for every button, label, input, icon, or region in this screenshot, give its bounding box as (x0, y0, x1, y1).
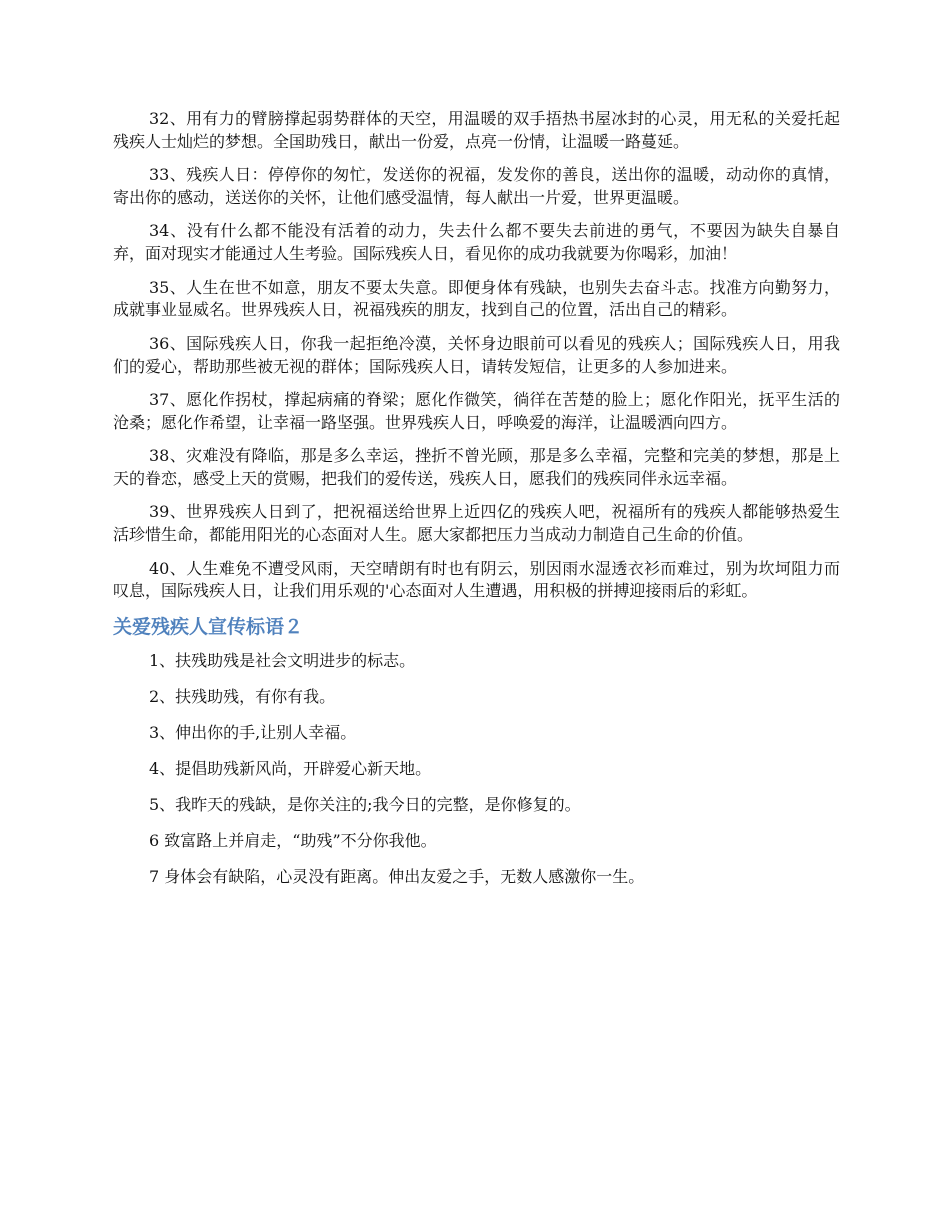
paragraph-32: 32、用有力的臂膀撑起弱势群体的天空，用温暖的双手捂热书屋冰封的心灵，用无私的关爱托起残疾人士灿烂的梦想。全国助残日，献出一份爱，点亮一份情，让温暖一路蔓延。 (113, 109, 840, 151)
paragraph-35: 35、人生在世不如意，朋友不要太失意。即便身体有残缺，也别失去奋斗志。找准方向勤努力，成就事业显威名。世界残疾人日，祝福残疾的朋友，找到自己的位置，活出自己的精彩。 (113, 277, 840, 320)
section-heading: 关爱残疾人宣传标语２ (113, 615, 304, 638)
slogan-item-2: 2、扶残助残，有你有我。 (149, 686, 336, 706)
paragraph-40: 40、人生难免不遭受风雨，天空晴朗有时也有阴云，别因雨水湿透衣衫而难过，别为坎坷阻力而叹息，国际残疾人日，让我们用乐观的'心态面对人生遭遇，用积极的拼搏迎接雨后的彩虹。 (113, 558, 840, 601)
paragraph-36: 36、国际残疾人日，你我一起拒绝冷漠，关怀身边眼前可以看见的残疾人；国际残疾人日，用我们的爱心，帮助那些被无视的群体；国际残疾人日，请转发短信，让更多的人参加进来。 (113, 333, 840, 376)
document-page (113, 108, 840, 902)
slogan-item-3: 3、伸出你的手,让别人幸福。 (149, 722, 357, 742)
paragraph-33: 33、残疾人日：停停你的匆忙，发送你的祝福，发发你的善良，送出你的温暖，动动你的真情，寄出你的感动，送送你的关怀，让他们感受温情，每人献出一片爱，世界更温暖。 (113, 165, 840, 207)
paragraph-34: 34、没有什么都不能没有活着的动力，失去什么都不要失去前进的勇气，不要因为缺失自暴自弃，面对现实才能通过人生考验。国际残疾人日，看见你的成功我就要为你喝彩，加油！ (113, 221, 840, 264)
slogan-item-1: 1、扶残助残是社会文明进步的标志。 (149, 650, 416, 670)
slogan-item-7: 7 身体会有缺陷，心灵没有距离。伸出友爱之手，无数人感激你一生。 (149, 866, 645, 886)
paragraph-37: 37、愿化作拐杖，撑起病痛的脊梁；愿化作微笑，徜徉在苦楚的脸上；愿化作阳光，抚平生活的沧桑；愿化作希望，让幸福一路坚强。世界残疾人日，呼唤爱的海洋，让温暖洒向四方。 (113, 389, 840, 432)
paragraph-39: 39、世界残疾人日到了，把祝福送给世界上近四亿的残疾人吧，祝福所有的残疾人都能够热爱生活珍惜生命，都能用阳光的心态面对人生。愿大家都把压力当成动力制造自己生命的价值。 (113, 502, 840, 545)
paragraph-38: 38、灾难没有降临，那是多么幸运，挫折不曾光顾，那是多么幸福，完整和完美的梦想，那是上天的眷恋，感受上天的赏赐，把我们的爱传送，残疾人日，愿我们的残疾同伴永远幸福。 (113, 446, 840, 488)
slogan-item-4: 4、提倡助残新风尚，开辟爱心新天地。 (149, 758, 432, 778)
slogan-item-5: 5、我昨天的残缺，是你关注的;我今日的完整，是你修复的。 (149, 794, 581, 814)
slogan-item-6: 6 致富路上并肩走，“助残”不分你我他。 (149, 830, 437, 850)
